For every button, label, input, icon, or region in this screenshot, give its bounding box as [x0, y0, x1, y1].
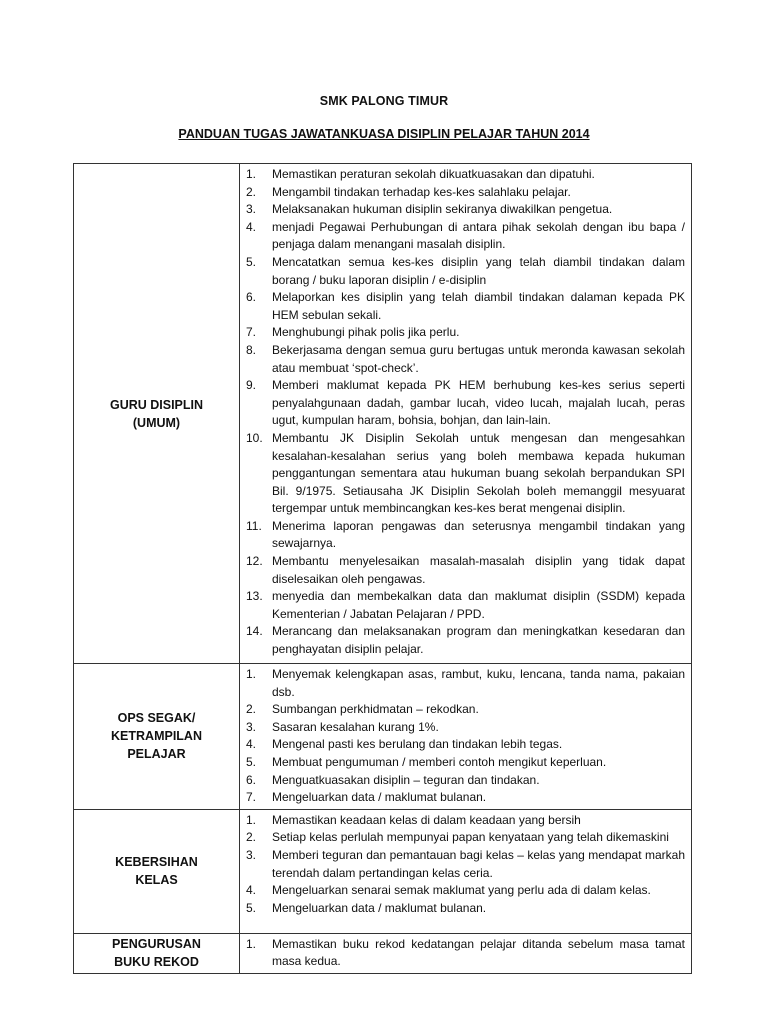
duty-item	[246, 772, 685, 790]
duty-text: Mengeluarkan senarai semak maklumat yang perlu ada di dalam kelas.	[272, 883, 651, 898]
duty-number: 5.	[246, 254, 257, 269]
table-row-ops-segak	[74, 664, 692, 810]
duty-item	[246, 219, 685, 254]
duty-item	[246, 701, 685, 719]
duty-number: 11.	[246, 518, 262, 533]
duty-number: 7.	[246, 790, 257, 805]
duty-text: Memberi maklumat kepada PK HEM berhubung kes-kes serius seperti penyalahgunaan dadah, gambar lucah, video lucah, majalah lucah, peras ugut, kumpulan haram, bohsia, bohjan, dan lain-lain.	[272, 378, 685, 428]
role-label: PENGURUSAN BUKU REKOD	[112, 937, 201, 970]
duty-number: 13.	[246, 589, 263, 604]
duty-text: Membuat pengumuman / memberi contoh mengikut keperluan.	[272, 754, 607, 769]
duties-cell	[240, 164, 692, 664]
duty-text: Melaporkan kes disiplin yang telah diambil tindakan dalaman kepada PK HEM sebulan sekali.	[272, 290, 685, 322]
duty-text: Melaksanakan hukuman disiplin sekiranya diwakilkan pengetua.	[272, 202, 613, 217]
duty-item	[246, 553, 685, 588]
duty-item	[246, 829, 685, 847]
duty-list	[246, 664, 685, 809]
duty-number: 8.	[246, 342, 257, 357]
duty-number: 5.	[246, 900, 257, 915]
duty-table	[73, 163, 692, 974]
duty-item	[246, 324, 685, 342]
duty-number: 2.	[246, 830, 257, 845]
role-cell	[74, 164, 240, 664]
duty-number: 5.	[246, 754, 257, 769]
duty-item	[246, 754, 685, 772]
duty-item	[246, 882, 685, 900]
duty-number: 3.	[246, 202, 257, 217]
role-cell	[74, 933, 240, 973]
duty-item	[246, 789, 685, 807]
duty-number: 1.	[246, 667, 257, 681]
duty-number: 4.	[246, 883, 257, 898]
duty-item	[246, 623, 685, 658]
duty-text: Memberi teguran dan pemantauan bagi kelas – kelas yang mendapat markah terendah dalam pertandingan kelas ceria.	[272, 847, 685, 880]
school-name: SMK PALONG TIMUR	[319, 94, 449, 108]
role-label: GURU DISIPLIN (UMUM)	[109, 397, 204, 430]
duty-item	[246, 936, 685, 971]
duty-item	[246, 900, 685, 918]
duty-number: 14.	[246, 624, 263, 639]
duty-number: 2.	[246, 184, 257, 199]
duty-number: 7.	[246, 325, 257, 340]
duty-item	[246, 847, 685, 882]
duty-item	[246, 377, 685, 430]
duty-number: 4.	[246, 737, 257, 752]
document-title: PANDUAN TUGAS JAWATANKUASA DISIPLIN PELAJAR TAHUN 2014	[178, 127, 590, 141]
duty-item	[246, 430, 685, 518]
duty-item	[246, 812, 685, 830]
role-label: KEBERSIHAN KELAS	[115, 855, 198, 888]
duty-item	[246, 719, 685, 737]
duty-item	[246, 166, 685, 184]
duty-text: Menerima laporan pengawas dan seterusnya mengambil tindakan yang sewajarnya.	[272, 518, 685, 551]
duty-number: 1.	[246, 812, 257, 827]
duty-number: 2.	[246, 702, 257, 717]
duties-cell	[240, 664, 692, 810]
duty-item	[246, 736, 685, 754]
duty-number: 12.	[246, 554, 263, 569]
duty-number: 9.	[246, 378, 257, 393]
duties-cell	[240, 933, 692, 973]
duty-text: Merancang dan melaksanakan program dan meningkatkan kesedaran dan penghayatan disiplin pelajar.	[272, 624, 685, 657]
duty-text: Memastikan peraturan sekolah dikuatkuasakan dan dipatuhi.	[272, 167, 595, 181]
duty-number: 4.	[246, 219, 257, 234]
duty-item	[246, 201, 685, 219]
duty-number: 6.	[246, 772, 257, 787]
role-cell	[74, 809, 240, 933]
table-row-pengurusan-buku-rekod	[74, 933, 692, 973]
duty-text: Mengambil tindakan terhadap kes-kes salahlaku pelajar.	[272, 184, 571, 199]
duty-list	[246, 934, 685, 973]
duty-number: 3.	[246, 847, 257, 862]
table-row-kebersihan-kelas	[74, 809, 692, 933]
duty-text: Menghubungi pihak polis jika perlu.	[272, 325, 460, 340]
duty-text: menjadi Pegawai Perhubungan di antara pihak sekolah dengan ibu bapa / penjaga dalam menangani masalah disiplin.	[272, 219, 685, 252]
duty-list	[246, 810, 685, 920]
duty-item	[246, 184, 685, 202]
duty-text: Memastikan buku rekod kedatangan pelajar ditanda sebelum masa tamat masa kedua.	[272, 936, 685, 969]
duty-number: 10.	[246, 430, 263, 445]
duty-number: 6.	[246, 290, 257, 305]
duty-number: 1.	[246, 167, 257, 181]
duty-text: Memastikan keadaan kelas di dalam keadaan yang bersih	[272, 812, 581, 827]
duty-item	[246, 342, 685, 377]
duty-item	[246, 518, 685, 553]
duty-text: Menyemak kelengkapan asas, rambut, kuku, lencana, tanda nama, pakaian dsb.	[272, 667, 685, 699]
duty-number: 3.	[246, 719, 257, 734]
role-label: OPS SEGAK/ KETRAMPILAN PELAJAR	[111, 711, 202, 762]
duty-list	[246, 164, 685, 661]
table-row-guru-disiplin	[74, 164, 692, 664]
duty-text: Setiap kelas perlulah mempunyai papan kenyataan yang telah dikemaskini	[272, 830, 669, 845]
duty-text: Membantu JK Disiplin Sekolah untuk mengesan dan mengesahkan kesalahan-kesalahan serius yang boleh membawa kepada hukuman penggantungan sementara atau hukuman buang sekolah berpandukan SPI Bil. 9/1975. Setiausaha JK Disiplin Sekolah boleh memanggil mesyuarat tergempar untuk membincangkan kes-kes berat mengenai disiplin.	[272, 430, 685, 516]
duty-text: menyedia dan membekalkan data dan maklumat disiplin (SSDM) kepada Kementerian / Jabatan Pelajaran / PPD.	[272, 589, 685, 621]
duty-text: Bekerjasama dengan semua guru bertugas untuk meronda kawasan sekolah atau membuat ‘spot-check’.	[272, 342, 685, 375]
duty-number: 1.	[246, 936, 257, 951]
duty-text: Sumbangan perkhidmatan – rekodkan.	[272, 702, 479, 717]
role-cell	[74, 664, 240, 810]
duty-text: Membantu menyelesaikan masalah-masalah disiplin yang tidak dapat diselesaikan oleh pengawas.	[272, 554, 685, 586]
duty-item	[246, 289, 685, 324]
duty-text: Mencatatkan semua kes-kes disiplin yang telah diambil tindakan dalam borang / buku laporan disiplin / e-disiplin	[272, 254, 685, 287]
duty-text: Mengeluarkan data / maklumat bulanan.	[272, 790, 487, 805]
duty-item	[246, 666, 685, 701]
duty-item	[246, 588, 685, 623]
duty-table-body	[74, 164, 692, 974]
duties-cell	[240, 809, 692, 933]
duty-text: Sasaran kesalahan kurang 1%.	[272, 719, 439, 734]
duty-text: Mengeluarkan data / maklumat bulanan.	[272, 900, 487, 915]
duty-item	[246, 254, 685, 289]
duty-text: Menguatkuasakan disiplin – teguran dan tindakan.	[272, 772, 540, 787]
duty-text: Mengenal pasti kes berulang dan tindakan lebih tegas.	[272, 737, 563, 752]
